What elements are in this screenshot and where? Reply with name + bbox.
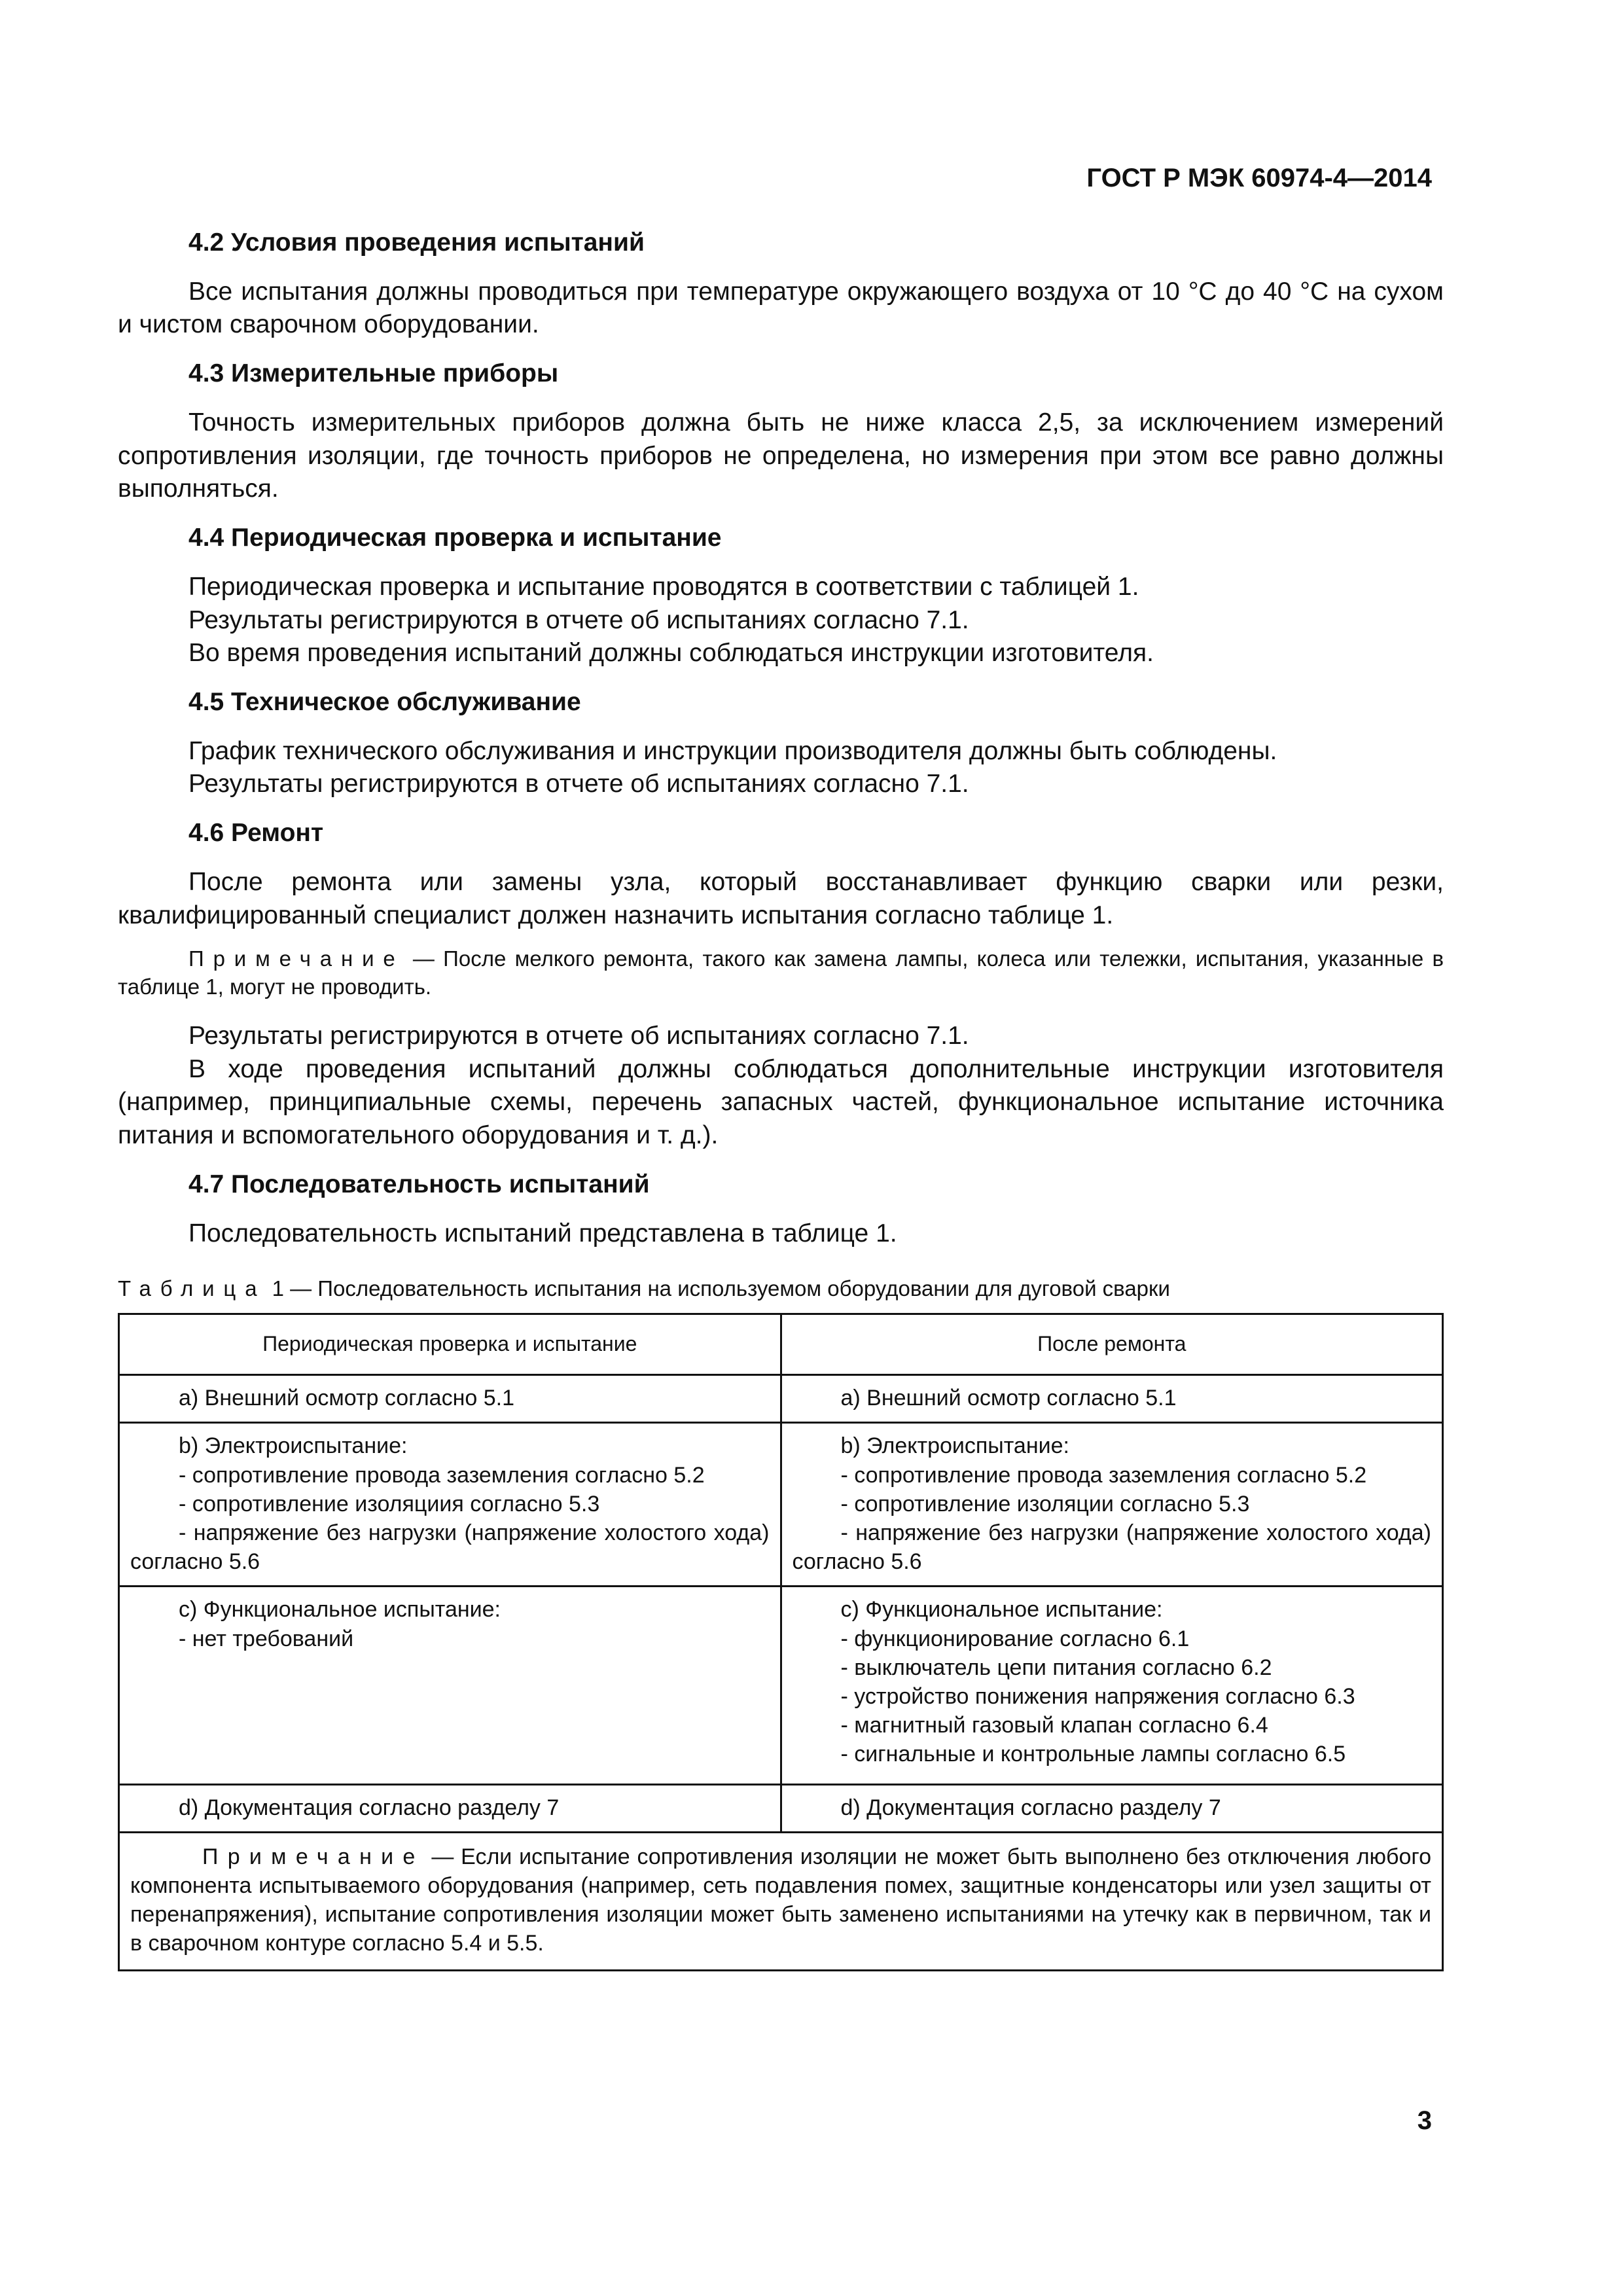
cell-list [793, 1461, 1432, 1518]
table-cell [119, 1784, 781, 1832]
page-number: 3 [1417, 2106, 1432, 2135]
table-row [119, 1587, 1443, 1784]
cell-title: c) Функциональное испытание: [179, 1597, 501, 1623]
section-4-6-results [118, 1020, 1444, 1053]
list-item: - сопротивление изоляциия согласно 5.3 [179, 1491, 600, 1516]
table-header-cell: Периодическая проверка и испытание [119, 1314, 781, 1375]
section-4-6-text2: В ходе проведения испытаний должны соблюдаться дополнительные инструкции изготовителя (например, принципиальные схемы, перечень запасных частей, функциональное испытание источника питания и вспомогательного оборудования и т. д.). [118, 1054, 1444, 1150]
cell-text: d) Документация согласно разделу 7 [179, 1795, 560, 1820]
cell-list [130, 1461, 770, 1518]
note-text: — Если испытание сопротивления изоляции не может быть выполнено без отключения любого компонента испытываемого оборудования (например, сеть подавления помех, защитные конденсаторы или узел защиты от перенапряжения), испытание сопротивления изоляции может быть заменено испытаниями на утечку как в первичном, так и в сварочном контуре согласно 5.4 и 5.5. [130, 1844, 1431, 1956]
table-caption-text: 1 — Последовательность испытания на используемом оборудовании для дуговой сварки [266, 1276, 1170, 1301]
section-4-7-text [118, 1217, 1444, 1251]
section-4-4-title: 4.4 Периодическая проверка и испытание [188, 524, 722, 552]
table-cell [781, 1423, 1443, 1587]
table-row [119, 1784, 1443, 1832]
standard-designation: ГОСТ Р МЭК 60974-4—2014 [1086, 164, 1432, 192]
table-caption-label: Таблица [118, 1276, 266, 1301]
section-4-6-note [118, 945, 1444, 1001]
cell-title: b) Электроиспытание: [840, 1433, 1069, 1459]
list-item: - магнитный газовый клапан согласно 6.4 [840, 1713, 1268, 1738]
paragraph-line: Периодическая проверка и испытание проводятся в соответствии с таблицей 1. [188, 572, 1139, 601]
section-4-2-title: 4.2 Условия проведения испытаний [188, 228, 645, 257]
table-note [130, 1842, 1431, 1958]
section-4-2-text: Все испытания должны проводиться при температуре окружающего воздуха от 10 °С до 40 °С на сухом и чистом сварочном оборудовании. [118, 277, 1444, 339]
note-label: Примечание [202, 1844, 425, 1869]
list-item: - выключатель цепи питания согласно 6.2 [840, 1655, 1272, 1680]
paragraph-line: Результаты регистрируются в отчете об испытаниях согласно 7.1. [188, 1022, 969, 1050]
document-body [118, 228, 1444, 1971]
list-item: - напряжение без нагрузки (напряжение холостого хода) согласно 5.6 [792, 1520, 1431, 1575]
table-caption [118, 1276, 1444, 1301]
table-cell [781, 1784, 1443, 1832]
list-item: - сопротивление провода заземления согласно 5.2 [840, 1462, 1367, 1488]
paragraph-line: Последовательность испытаний представлена в таблице 1. [188, 1219, 897, 1247]
table-row [119, 1375, 1443, 1423]
section-4-6-title: 4.6 Ремонт [188, 819, 324, 848]
list-item: - напряжение без нагрузки (напряжение холостого хода) согласно 5.6 [130, 1520, 770, 1575]
section-4-3-title: 4.3 Измерительные приборы [188, 359, 559, 388]
table-cell [781, 1375, 1443, 1423]
paragraph-line: Результаты регистрируются в отчете об испытаниях согласно 7.1. [188, 605, 969, 634]
list-item: - сопротивление провода заземления согласно 5.2 [179, 1462, 705, 1488]
paragraph-line: Результаты регистрируются в отчете об испытаниях согласно 7.1. [188, 770, 969, 798]
note-text: — После мелкого ремонта, такого как замена лампы, колеса или тележки, испытания, указанные в таблице 1, могут не проводить. [118, 946, 1444, 999]
section-4-5-title: 4.5 Техническое обслуживание [188, 687, 581, 716]
list-item: - функционирование согласно 6.1 [840, 1626, 1190, 1651]
list-item: - устройство понижения напряжения согласно 6.3 [840, 1683, 1355, 1709]
list-item: - сопротивление изоляции согласно 5.3 [840, 1491, 1250, 1516]
table-cell [119, 1587, 781, 1784]
table-note-row [119, 1832, 1443, 1971]
cell-text: a) Внешний осмотр согласно 5.1 [840, 1386, 1177, 1411]
cell-text: a) Внешний осмотр согласно 5.1 [179, 1386, 514, 1411]
cell-list [793, 1624, 1432, 1769]
section-4-4-text [118, 571, 1444, 670]
list-item: - сигнальные и контрольные лампы согласно 6.5 [840, 1742, 1346, 1767]
cell-title: c) Функциональное испытание: [840, 1597, 1163, 1623]
paragraph-line: График технического обслуживания и инструкции производителя должны быть соблюдены. [188, 736, 1277, 765]
test-sequence-table [118, 1313, 1444, 1971]
table-header-row [119, 1314, 1443, 1375]
section-4-7-title: 4.7 Последовательность испытаний [188, 1170, 650, 1198]
cell-list [130, 1624, 770, 1653]
table-header-cell: После ремонта [781, 1314, 1443, 1375]
table-cell [119, 1423, 781, 1587]
table-row [119, 1423, 1443, 1587]
list-item: - нет требований [179, 1626, 354, 1651]
paragraph-line: Во время проведения испытаний должны соблюдаться инструкции изготовителя. [188, 639, 1154, 668]
cell-text: d) Документация согласно разделу 7 [840, 1795, 1221, 1820]
table-note-cell [119, 1832, 1443, 1971]
note-label: Примечание [188, 946, 404, 971]
section-4-5-text [118, 735, 1444, 801]
section-4-3-text: Точность измерительных приборов должна быть не ниже класса 2,5, за исключением измерений сопротивления изоляции, где точность приборов не определена, но измерения при этом все равно должны выполняться. [118, 408, 1444, 503]
cell-title: b) Электроиспытание: [179, 1433, 408, 1459]
table-cell [781, 1587, 1443, 1784]
section-4-6-text: После ремонта или замены узла, который восстанавливает функцию сварки или резки, квалифицированный специалист должен назначить испытания согласно таблице 1. [118, 867, 1444, 929]
table-cell [119, 1375, 781, 1423]
